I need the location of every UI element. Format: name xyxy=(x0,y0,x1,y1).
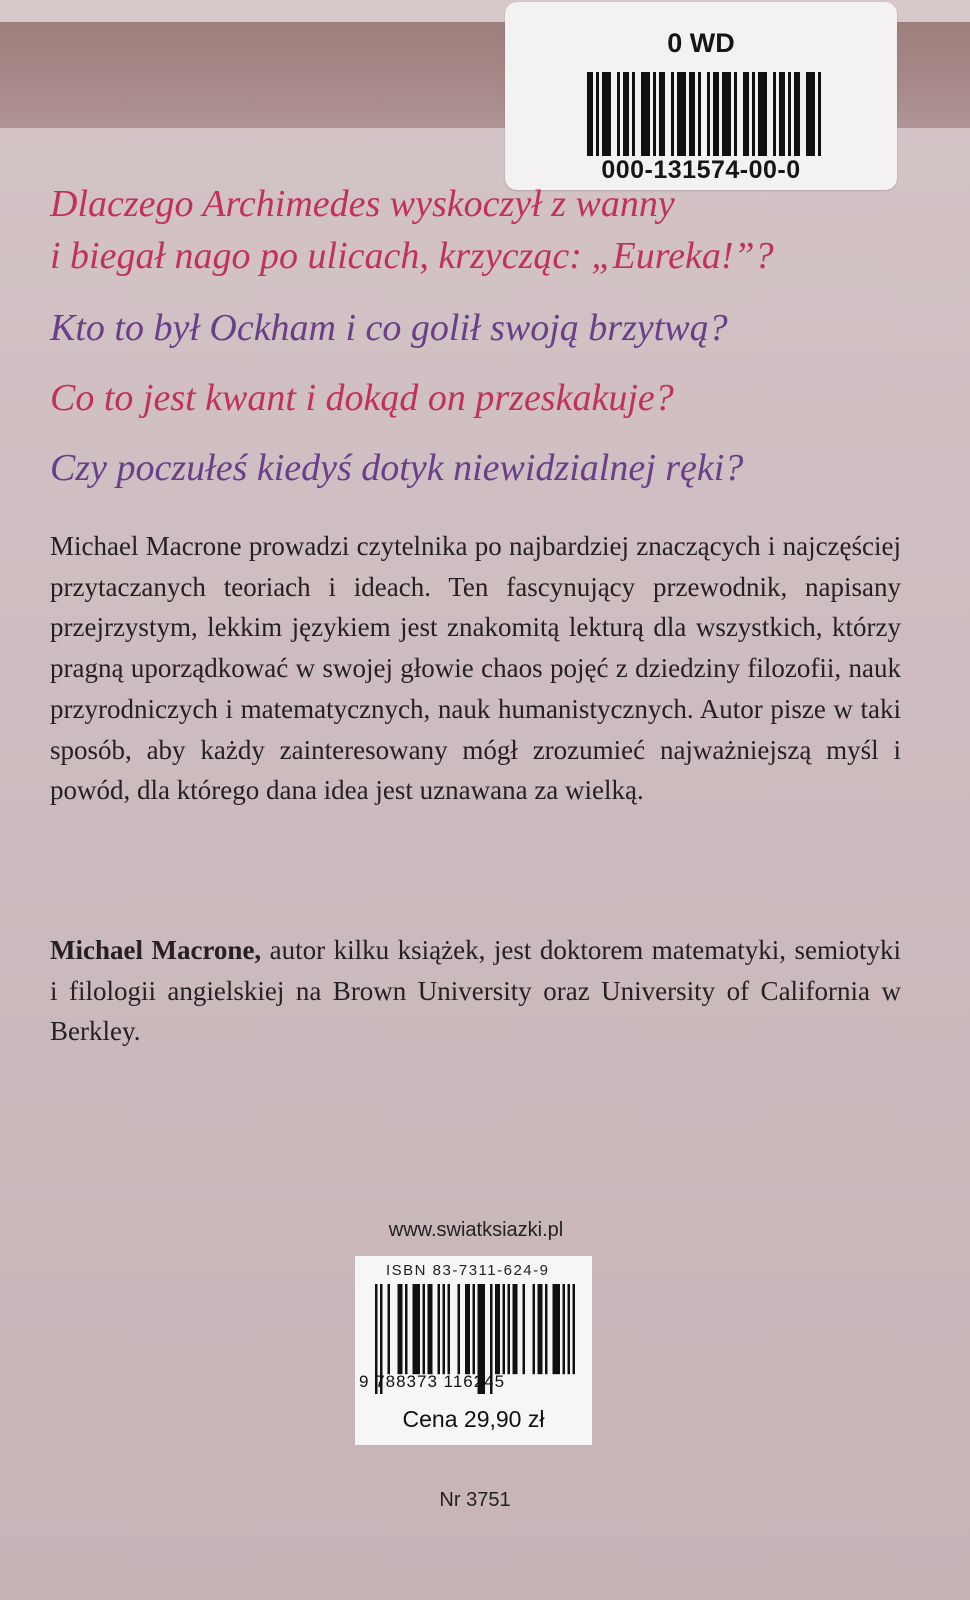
barcode-bar xyxy=(423,1284,426,1374)
barcode-bar xyxy=(568,1284,571,1374)
barcode-bar xyxy=(443,1284,446,1374)
barcode-bar xyxy=(806,72,815,156)
barcode-bar xyxy=(508,1284,511,1374)
barcode-bar xyxy=(677,72,686,156)
barcode-bar xyxy=(405,1284,408,1374)
barcode-bar xyxy=(553,1284,561,1374)
question-line: Kto to był Ockham i co golił swoją brzytwą? xyxy=(50,307,728,349)
barcode-bar xyxy=(428,1284,433,1374)
barcode-bar xyxy=(671,72,674,156)
barcode-bar xyxy=(653,72,656,156)
barcode-bar xyxy=(722,72,731,156)
barcode-bar xyxy=(448,1284,451,1374)
barcode-bar xyxy=(398,1284,403,1374)
barcode-bar xyxy=(538,1284,543,1374)
barcode-bar xyxy=(503,1284,506,1374)
barcode-bar xyxy=(752,72,755,156)
barcode-bar xyxy=(659,72,665,156)
barcode-bar xyxy=(632,72,635,156)
barcode-bar xyxy=(573,1284,576,1374)
barcode-bar xyxy=(388,1284,391,1374)
inventory-code: 0 WD xyxy=(667,28,735,58)
barcode-bar xyxy=(587,72,593,156)
isbn-label: ISBN 83-7311-624-9 xyxy=(386,1262,550,1279)
barcode-bar xyxy=(533,1284,536,1374)
barcode-bar xyxy=(623,72,629,156)
barcode-bar xyxy=(689,72,695,156)
barcode-bar xyxy=(743,72,749,156)
barcode-bar xyxy=(465,1284,470,1374)
barcode-bar xyxy=(473,1284,476,1374)
question-ockham xyxy=(50,302,930,354)
barcode-bar xyxy=(617,72,620,156)
author-name: Michael Macrone, xyxy=(50,935,262,965)
question-line: Dlaczego Archimedes wyskoczył z wanny xyxy=(50,183,675,225)
barcode-bar xyxy=(734,72,737,156)
barcode-bar xyxy=(698,72,701,156)
barcode-bar xyxy=(707,72,710,156)
question-line: i biegał nago po ulicach, krzycząc: „Eureka!”? xyxy=(50,235,774,277)
barcode-bar xyxy=(563,1284,566,1374)
barcode-bar xyxy=(779,72,785,156)
price-label: Cena 29,90 zł xyxy=(402,1406,545,1432)
barcode-bar xyxy=(596,72,599,156)
author-bio xyxy=(50,930,901,1052)
inventory-number: 000-131574-00-0 xyxy=(601,156,801,184)
question-invisible-hand xyxy=(50,442,930,494)
publisher-website: www.swiatksiazki.pl xyxy=(388,1219,564,1241)
question-archimedes xyxy=(50,178,930,282)
ean-digits: 9 788373 116245 xyxy=(359,1372,506,1391)
question-line: Czy poczułeś kiedyś dotyk niewidzialnej ręki? xyxy=(50,447,744,489)
inventory-sticker xyxy=(505,2,897,190)
inventory-barcode xyxy=(587,72,821,156)
barcode-bar xyxy=(495,1284,500,1374)
question-line: Co to jest kwant i dokąd on przeskakuje? xyxy=(50,377,674,419)
question-quantum xyxy=(50,372,930,424)
barcode-bar xyxy=(794,72,800,156)
book-description: Michael Macrone prowadzi czytelnika po najbardziej znaczących i najczęściej przytaczanych teoriach i ideach. Ten fascynujący przewodnik, napisany przejrzystym, lekkim językiem jest znakomitą lekturą dla wszystkich, którzy pragną uporządkować w swojej głowie chaos pojęć z dziedziny filozofii, nauk przyrodniczych i matematycznych, nauk humanistycznych. Autor pisze w taki sposób, aby każdy zainteresowany mógł zrozumieć najważniejszą myśl i powód, dla którego dana idea jest uznawana za wielką. xyxy=(50,531,901,806)
issue-number: Nr 3751 xyxy=(439,1489,511,1511)
barcode-sticker xyxy=(355,1256,592,1445)
barcode-bar xyxy=(758,72,767,156)
barcode-bar xyxy=(602,72,611,156)
barcode-bar xyxy=(438,1284,441,1374)
barcode-bar xyxy=(713,72,719,156)
barcode-bar xyxy=(773,72,776,156)
barcode-bar xyxy=(458,1284,461,1374)
barcode-bar xyxy=(523,1284,526,1374)
barcode-bar xyxy=(641,72,650,156)
barcode-bar xyxy=(545,1284,548,1374)
author-bio-text: autor kilku książek, jest doktorem matematyki, semiotyki i filologii angielskiej na Brown University oraz University of California w Berkley. xyxy=(50,935,902,1047)
barcode-bar xyxy=(413,1284,421,1374)
barcode-bar xyxy=(788,72,791,156)
barcode-bar xyxy=(513,1284,518,1374)
barcode-bar xyxy=(818,72,821,156)
